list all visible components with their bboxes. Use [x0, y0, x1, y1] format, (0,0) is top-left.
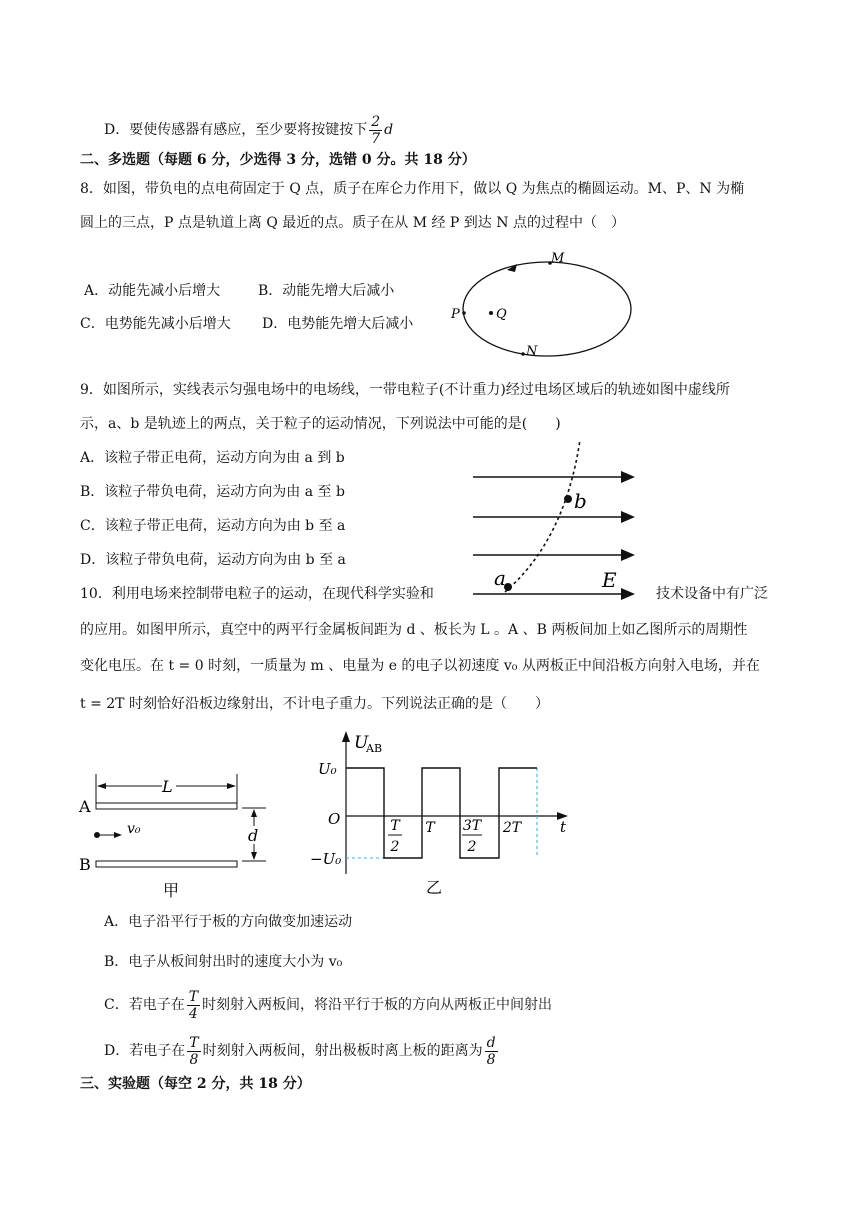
q10-option-b: B．电子从板间射出时的速度大小为 v₀ [104, 954, 343, 970]
label-t: t [560, 818, 567, 836]
label-q: Q [496, 307, 507, 322]
fraction-d-8: $\frac{d}{8}$ [486, 1034, 496, 1068]
q10-line4: t = 2T 时刻恰好沿板边缘射出，不计电子重力。下列说法正确的是（ ） [80, 696, 549, 712]
fraction-t-8: $\frac{T}{8}$ [189, 1034, 199, 1068]
q8-option-a: A．动能先减小后增大 [84, 283, 221, 299]
q10-option-c: C．若电子在 $\frac{T}{4}$ 时刻射入两板间，将沿平行于板的方向从两板正中间射出 [104, 988, 553, 1022]
label-u: U [354, 733, 369, 753]
label-a: a [494, 566, 506, 590]
label-n: N [526, 344, 538, 359]
point-n [521, 352, 525, 356]
section2-heading: 二、多选题（每题 6 分，少选得 3 分，选错 0 分。共 18 分） [80, 152, 476, 168]
q9-line2: 示，a、b 是轨迹上的两点，关于粒子的运动情况，下列说法中可能的是( ) [80, 416, 561, 432]
q8-line2: 圆上的三点，P 点是轨道上离 Q 最近的点。质子在从 M 经 P 到达 N 点的过程中（ ） [80, 215, 625, 231]
label-plate-b: B [79, 855, 91, 874]
square-wave [346, 768, 537, 858]
label-b: b [574, 489, 587, 513]
field-arrowheads [621, 471, 635, 600]
label-neg-u0: −U₀ [310, 850, 342, 868]
tick-t-half-den: 2 [390, 839, 400, 855]
fraction-2-7: $\frac{2}{7}$ [371, 113, 381, 147]
voltage-graph-figure [300, 728, 590, 900]
q10-line3: 变化电压。在 t = 0 时刻，一质量为 m 、电量为 e 的电子以初速度 v₀ 从两板正中间沿板方向射入电场，并在 [80, 658, 760, 674]
plate-a [96, 803, 237, 809]
caption-yi: 乙 [426, 878, 443, 897]
parallel-plates-figure [76, 770, 276, 900]
q9-option-a: A．该粒子带正电荷，运动方向为由 a 到 b [80, 450, 345, 466]
tick-labels [388, 818, 523, 855]
label-e: E [602, 568, 617, 592]
label-p: P [451, 307, 460, 322]
orbit-ellipse [463, 262, 631, 356]
label-plate-a: A [79, 797, 91, 816]
caption-jia: 甲 [163, 881, 180, 900]
plate-b [96, 861, 237, 867]
q7-option-d [104, 112, 393, 148]
q7d-var: d [384, 122, 394, 138]
tick-t-half-num: T [390, 818, 400, 834]
label-u0: U₀ [318, 760, 337, 778]
dashed-guides [346, 768, 537, 858]
point-q [489, 311, 493, 315]
q9-option-c: C．该粒子带正电荷，运动方向为由 b 至 a [80, 518, 346, 534]
point-b [564, 495, 572, 503]
q9-option-d: D．该粒子带负电荷，运动方向为由 b 至 a [80, 552, 346, 568]
label-m: M [551, 251, 565, 266]
label-u-sub: AB [366, 742, 383, 755]
label-origin: O [328, 810, 341, 828]
q8-line1: 8．如图，带负电的点电荷固定于 Q 点，质子在库仑力作用下，做以 Q 为焦点的椭圆运动。M、P、N 为椭 [80, 181, 745, 197]
tick-3t-half-den: 2 [467, 839, 477, 855]
point-p [462, 311, 466, 315]
fraction-t-4: $\frac{T}{4}$ [188, 988, 199, 1022]
q8-option-c: C．电势能先减小后增大 [80, 316, 231, 332]
tick-t: T [425, 820, 435, 836]
electric-field-figure [470, 440, 650, 605]
q9-option-b: B．该粒子带负电荷，运动方向为由 a 至 b [80, 484, 345, 500]
q10-line2: 的应用。如图甲所示，真空中的两平行金属板间距为 d 、板长为 L 。A 、B 两板间加上如乙图所示的周期性 [80, 622, 748, 638]
section3-heading: 三、实验题（每空 2 分，共 18 分） [80, 1076, 311, 1092]
q7d-text: D．要使传感器有感应，至少要将按键按下 [104, 122, 368, 138]
tick-2t: 2T [502, 820, 522, 836]
tick-3t-half-num: 3T [462, 818, 482, 834]
orbit-direction-arrow [507, 264, 517, 272]
q9-line1: 9．如图所示，实线表示匀强电场中的电场线，一带电粒子(不计重力)经过电场区域后的轨迹如图中虚线所 [80, 382, 730, 398]
label-v0: v₀ [127, 821, 141, 837]
ellipse-orbit-figure [445, 250, 645, 365]
particle-trajectory [505, 440, 580, 592]
q8-option-d: D．电势能先增大后减小 [262, 316, 414, 332]
label-d: d [248, 826, 259, 845]
q8-option-b: B．动能先增大后减小 [258, 283, 395, 299]
q10-option-d: D．若电子在 $\frac{T}{8}$ 时刻射入两板间，射出极板时离上板的距离为 $\frac{d}{8}$ [104, 1034, 496, 1068]
electron-dot [94, 832, 100, 838]
q10-line1a: 10．利用电场来控制带电粒子的运动，在现代科学实验和 [80, 586, 434, 602]
q10-line1b: 技术设备中有广泛 [656, 586, 768, 602]
label-l: L [162, 777, 173, 796]
q10-option-a: A．电子沿平行于板的方向做变加速运动 [104, 914, 353, 930]
